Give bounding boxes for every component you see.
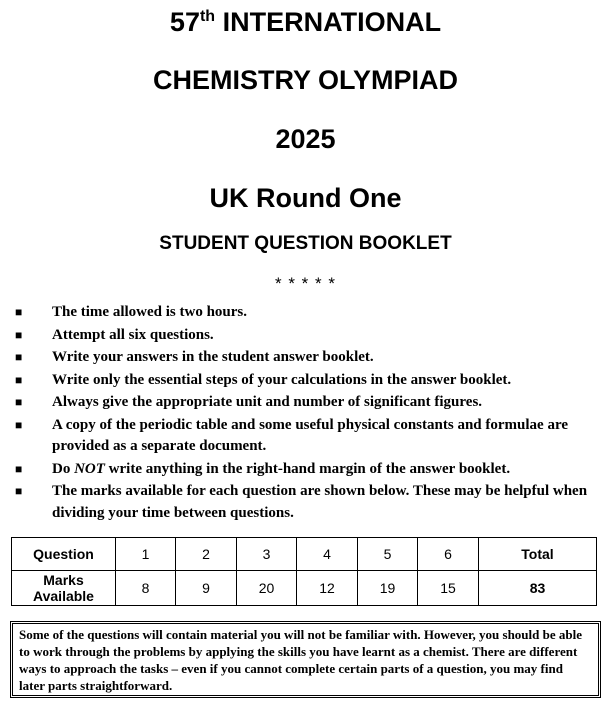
marks-table — [11, 537, 597, 606]
olympiad-number: 57 — [169, 7, 200, 37]
question-number: 4 — [297, 538, 358, 571]
total-value: 83 — [479, 571, 597, 606]
row-label-marks: Marks Available — [12, 571, 116, 606]
title-round: UK Round One — [209, 183, 402, 213]
instruction-item — [15, 392, 600, 414]
bullet-icon: ■ — [15, 372, 23, 387]
instruction-item — [15, 415, 600, 458]
row-label-question: Question — [12, 538, 116, 571]
ordinal-suffix: th — [199, 8, 216, 25]
divider-stars: * * * * * — [275, 274, 336, 293]
question-number: 3 — [237, 538, 297, 571]
bullet-icon: ■ — [15, 350, 23, 364]
question-number: 2 — [176, 538, 237, 571]
marks-value: 12 — [297, 571, 358, 606]
instruction-emphasis: NOT — [74, 460, 105, 477]
page-subtitle: STUDENT QUESTION BOOKLET — [159, 233, 452, 254]
instruction-item — [15, 325, 600, 347]
marks-value: 19 — [358, 571, 418, 606]
bullet-icon: ■ — [15, 417, 23, 432]
marks-value: 15 — [418, 571, 479, 606]
table-row — [12, 538, 597, 571]
instruction-text: A copy of the periodic table and some useful physical constants and formulae are provided as a separate document. — [52, 416, 568, 454]
instruction-text: The marks available for each question are shown below. These may be helpful when dividing your time between questions. — [52, 483, 588, 521]
instruction-text — [52, 461, 510, 477]
instruction-item — [15, 302, 600, 324]
instruction-text: Attempt all six questions. — [52, 326, 214, 343]
table-row — [12, 571, 597, 606]
instruction-text: Always give the appropriate unit and number of significant figures. — [52, 394, 483, 410]
title-year: 2025 — [275, 124, 336, 154]
bullet-icon: ■ — [15, 484, 23, 498]
international-text: INTERNATIONAL — [215, 7, 442, 37]
marks-value: 8 — [116, 571, 176, 606]
question-number: 1 — [116, 538, 176, 571]
instruction-item — [15, 347, 600, 369]
title-line-1 — [0, 6, 611, 43]
marks-value: 20 — [237, 571, 297, 606]
bullet-icon: ■ — [15, 305, 23, 319]
instruction-item — [15, 459, 600, 481]
title-line-2: CHEMISTRY OLYMPIAD — [152, 65, 459, 95]
instruction-text-after: write anything in the right-hand margin of the answer booklet. — [104, 460, 511, 477]
instruction-text-before: Do — [52, 460, 75, 477]
instruction-text: Write your answers in the student answer booklet. — [52, 349, 374, 365]
instruction-text: Write only the essential steps of your calculations in the answer booklet. — [52, 371, 512, 388]
instruction-item — [15, 481, 600, 524]
instruction-text: The time allowed is two hours. — [52, 304, 247, 320]
advice-box: Some of the questions will contain material you will not be familiar with. However, you should be able to work through the problems by applying the skills you have learnt as a chemist. There are different ways to approach the tasks – even if you cannot complete certain parts of a question, you may find later parts straightforward. — [10, 621, 601, 698]
question-number: 5 — [358, 538, 418, 571]
instruction-item — [15, 370, 600, 392]
marks-value: 9 — [176, 571, 237, 606]
question-number: 6 — [418, 538, 479, 571]
total-label: Total — [479, 538, 597, 571]
bullet-icon: ■ — [15, 461, 23, 476]
bullet-icon: ■ — [15, 327, 23, 342]
bullet-icon: ■ — [15, 395, 23, 409]
instructions-list — [15, 302, 600, 525]
